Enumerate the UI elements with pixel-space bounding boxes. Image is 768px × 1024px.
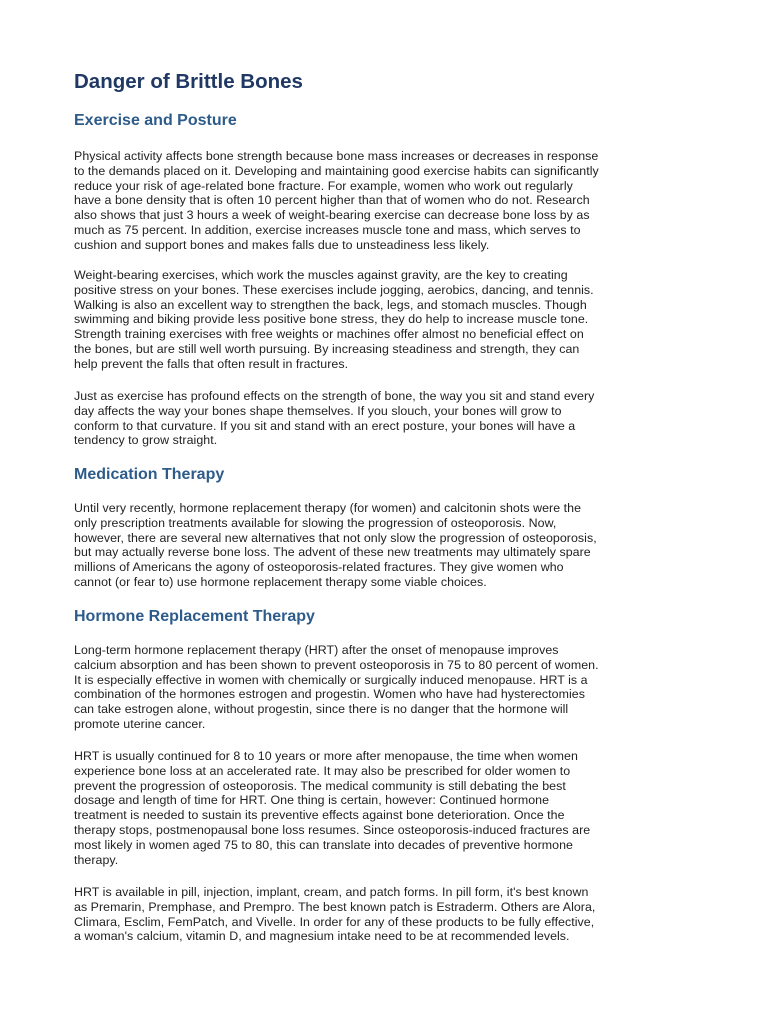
paragraph-exercise-1 (74, 149, 696, 253)
page-title: Danger of Brittle Bones (74, 70, 303, 93)
text-line: much as 75 percent. In addition, exercise increases muscle tone and mass, which serves to (74, 222, 581, 237)
text-line: however, there are several new alternatives that not only slow the progression of osteoporosis, (74, 530, 597, 545)
text-line: to the demands placed on it. Developing and maintaining good exercise habits can significantly (74, 163, 599, 178)
text-line: cannot (or fear to) use hormone replacement therapy some viable choices. (74, 574, 487, 589)
text-line: combination of the hormones estrogen and progestin. Women who have had hysterectomies (74, 687, 585, 702)
text-line: HRT is usually continued for 8 to 10 years or more after menopause, the time when women (74, 749, 578, 763)
text-line: conform to that curvature. If you sit and stand with an erect posture, your bones will have a (74, 418, 576, 433)
text-line: Just as exercise has profound effects on the strength of bone, the way you sit and stand every (74, 389, 595, 403)
text-line: help prevent the falls that often result in fractures. (74, 356, 349, 371)
text-line: Walking is also an excellent way to strengthen the back, legs, and stomach muscles. Though (74, 297, 587, 312)
text-line: most likely in women aged 75 to 80, this can translate into decades of preventive hormone (74, 837, 573, 852)
text-line: Strength training exercises with free weights or machines offer almost no beneficial effect on (74, 327, 584, 342)
heading-hormone-replacement-therapy: Hormone Replacement Therapy (74, 608, 315, 625)
paragraph-exercise-2 (74, 268, 696, 372)
text-line: as Premarin, Premphase, and Prempro. The best known patch is Estraderm. Others are Alora, (74, 899, 596, 914)
text-line: calcium absorption and has been shown to prevent osteoporosis in 75 to 80 percent of women. (74, 657, 599, 672)
text-line: It is especially effective in women with chemically or surgically induced menopause. HRT is a (74, 672, 588, 687)
text-line: have a bone density that is often 10 percent higher than that of women who do not. Research (74, 193, 590, 208)
heading-medication-therapy: Medication Therapy (74, 466, 225, 483)
text-line: positive stress on your bones. These exercises include jogging, aerobics, dancing, and tennis. (74, 282, 594, 297)
text-line: the bones, but are still well worth pursuing. By increasing steadiness and strength, they can (74, 341, 580, 356)
text-line: Long-term hormone replacement therapy (HRT) after the onset of menopause improves (74, 643, 559, 657)
heading-exercise-and-posture: Exercise and Posture (74, 112, 237, 129)
text-line: prevent the progression of osteoporosis. The medical community is still debating the best (74, 778, 566, 793)
text-line: reduce your risk of age-related bone fracture. For example, women who work out regularly (74, 178, 573, 193)
text-line: cushion and support bones and makes falls due to unsteadiness less likely. (74, 237, 490, 252)
text-line: Physical activity affects bone strength because bone mass increases or decreases in response (74, 149, 599, 163)
paragraph-hrt-1 (74, 643, 696, 732)
text-line: dosage and length of time for HRT. One thing is certain, however: Continued hormone (74, 793, 550, 808)
text-line: therapy stops, postmenopausal bone loss resumes. Since osteoporosis-induced fractures are (74, 822, 591, 837)
text-line: tendency to grow straight. (74, 433, 218, 448)
text-line: millions of Americans the agony of osteoporosis-related fractures. They give women who (74, 560, 564, 575)
paragraph-medication-1 (74, 501, 696, 590)
text-line: HRT is available in pill, injection, implant, cream, and patch forms. In pill form, it's best known (74, 885, 589, 899)
text-line: also shows that just 3 hours a week of weight-bearing exercise can decrease bone loss by as (74, 208, 590, 223)
text-line: but may actually reverse bone loss. The advent of these new treatments may ultimately spare (74, 545, 591, 560)
text-line: therapy. (74, 852, 119, 867)
paragraph-hrt-3 (74, 885, 696, 944)
text-line: day affects the way your bones shape themselves. If you slouch, your bones will grow to (74, 403, 562, 418)
text-line: promote uterine cancer. (74, 716, 206, 731)
text-line: treatment is needed to sustain its preventive effects against bone deterioration. Once the (74, 808, 565, 823)
text-line: Weight-bearing exercises, which work the muscles against gravity, are the key to creating (74, 268, 568, 282)
text-line: Climara, Esclim, FemPatch, and Vivelle. In order for any of these products to be fully effective, (74, 914, 595, 929)
paragraph-hrt-2 (74, 749, 696, 867)
text-line: swimming and biking provide less positive bone stress, they do help to increase muscle tone. (74, 312, 589, 327)
text-line: only prescription treatments available for slowing the progression of osteoporosis. Now, (74, 515, 557, 530)
text-line: experience bone loss at an accelerated rate. It may also be prescribed for older women to (74, 763, 571, 778)
text-line: Until very recently, hormone replacement therapy (for women) and calcitonin shots were the (74, 501, 582, 515)
text-line: can take estrogen alone, without progestin, since there is no danger that the hormone will (74, 702, 569, 717)
paragraph-exercise-3 (74, 389, 696, 448)
text-line: a woman's calcium, vitamin D, and magnesium intake need to be at recommended levels. (74, 929, 570, 944)
